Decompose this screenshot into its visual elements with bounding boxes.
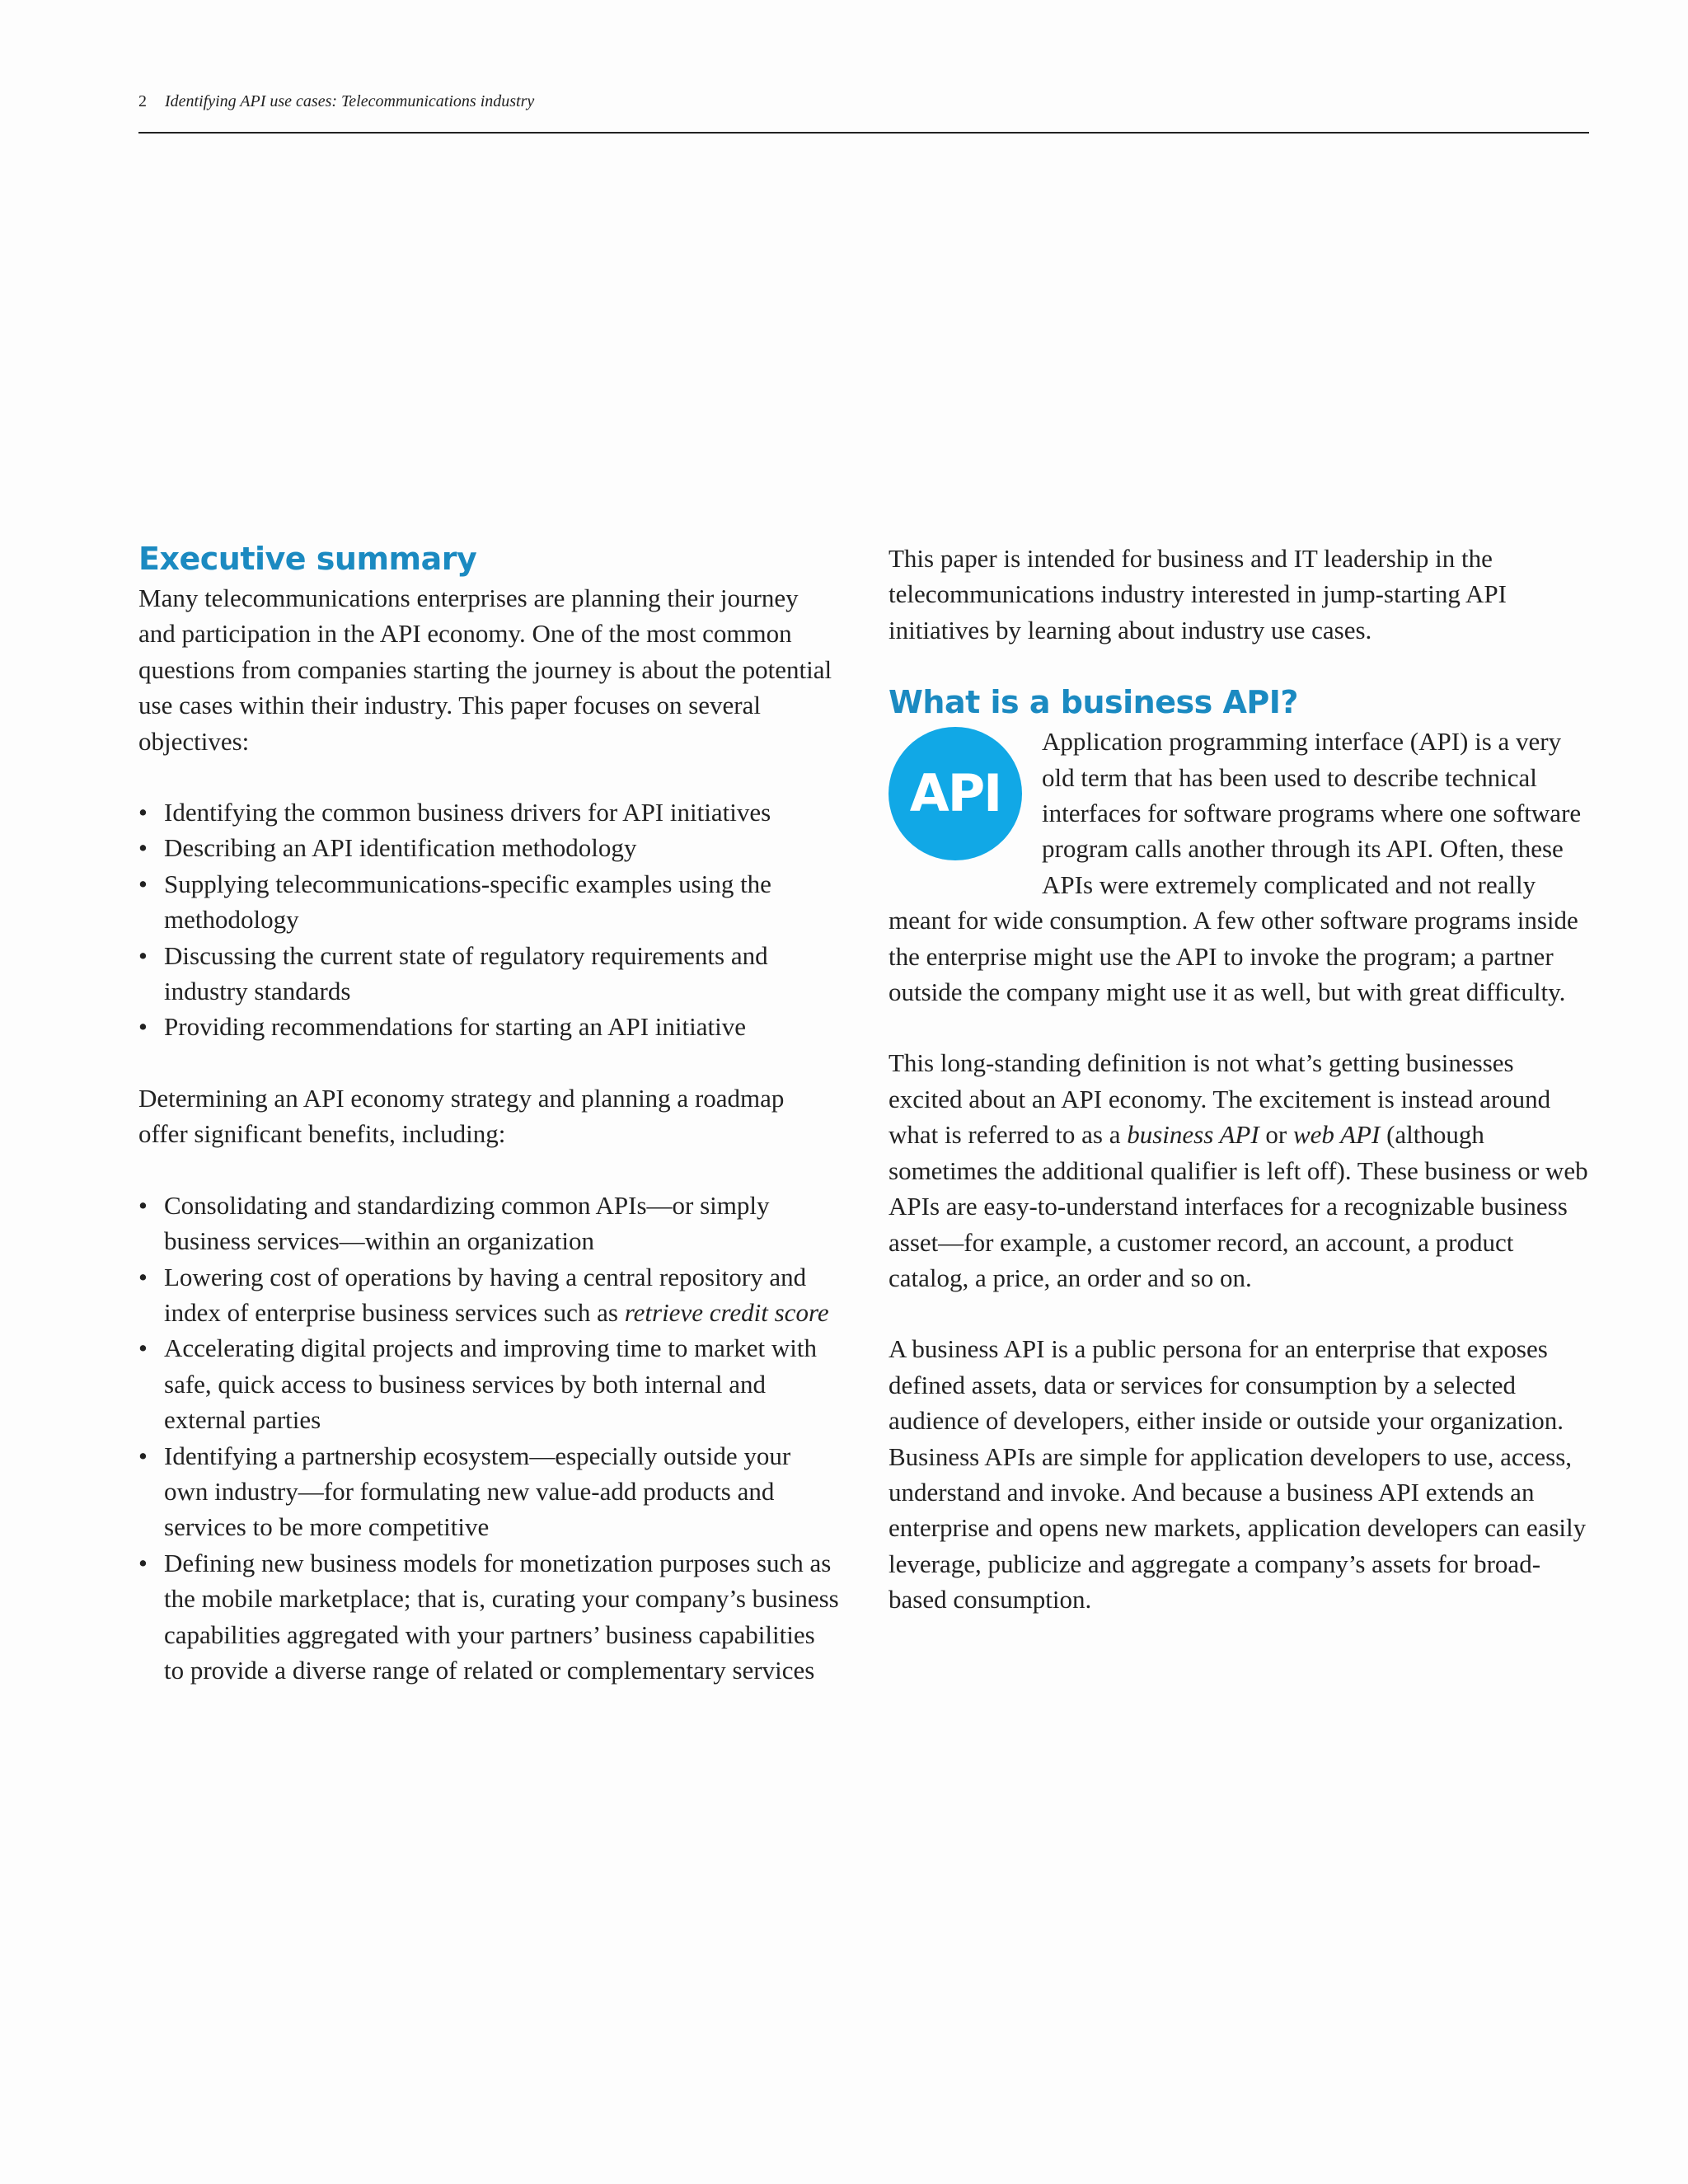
public-persona-paragraph: A business API is a public persona for an enterprise that exposes defined assets, data or services for consumption by a selected audience of developers, either inside or outside your organization. Business APIs are simple for application developers to use, access, understand and invoke. And because a business API extends an enterprise and opens new markets, application developers can easily leverage, publicize and aggregate a company’s assets for broad-based consumption. xyxy=(889,1334,1587,1615)
list-item: • Consolidating and standardizing common APIs—or simply business services—within an organization xyxy=(138,1188,839,1259)
benefits-list xyxy=(138,1188,839,1689)
emphasis: business API xyxy=(1127,1120,1259,1150)
definition-paragraph: Application programming interface (API) is a very old term that has been used to describe technical interfaces for software programs where one software program calls another through its API. Often, these APIs were extremely complicated and not really meant for wide consumption. A few other software programs inside the enterprise might use the API to invoke the program; a partner outside the company might use it as well, but with great difficulty. xyxy=(889,727,1582,1007)
page-number: 2 xyxy=(138,92,147,110)
executive-summary-heading: Executive summary xyxy=(138,541,477,577)
objectives-list xyxy=(138,794,839,1045)
list-item: • Identifying the common business drivers for API initiatives xyxy=(138,794,839,830)
running-header xyxy=(138,92,1589,134)
running-title: Identifying API use cases: Telecommunications industry xyxy=(165,92,535,110)
business-api-heading: What is a business API? xyxy=(889,684,1298,721)
list-item: • Providing recommendations for starting an API initiative xyxy=(138,1009,839,1044)
list-item: • Lowering cost of operations by having a central repository and index of enterprise business services such as retrieve credit score xyxy=(138,1259,839,1331)
list-item: • Supplying telecommunications-specific examples using the methodology xyxy=(138,866,839,938)
left-column xyxy=(138,541,839,1688)
list-item: • Discussing the current state of regulatory requirements and industry standards xyxy=(138,938,839,1010)
benefits-intro-paragraph: Determining an API economy strategy and planning a roadmap offer significant benefits, including: xyxy=(138,1083,785,1149)
right-column xyxy=(889,541,1589,1618)
emphasis: web API xyxy=(1292,1120,1381,1150)
intro-paragraph: Many telecommunications enterprises are planning their journey and participation in the API economy. One of the most common questions from companies starting the journey is about the potential use cases within their industry. This paper focuses on several objectives: xyxy=(138,583,832,756)
list-item: • Defining new business models for monetization purposes such as the mobile marketplace; that is, curating your company’s business capabilities aggregated with your partners’ business capabilities to provide a diverse range of related or complementary services xyxy=(138,1545,839,1689)
audience-paragraph: This paper is intended for business and IT leadership in the telecommunications industry interested in jump-starting API initiatives by learning about industry use cases. xyxy=(889,544,1507,644)
emphasis: retrieve credit score xyxy=(624,1297,829,1327)
list-item: • Identifying a partnership ecosystem—especially outside your own industry—for formulating new value-add products and services to be more competitive xyxy=(138,1438,839,1545)
business-api-paragraph: This long-standing definition is not what’s getting businesses excited about an API economy. The excitement is instead around what is referred to as a business API or web API (although sometimes the additional qualifier is left off). These business or web APIs are easy-to-understand interfaces for a recognizable business asset—for example, a customer record, an account, a product catalog, a price, an order and so on. xyxy=(889,1048,1588,1292)
list-item: • Describing an API identification methodology xyxy=(138,830,839,865)
api-badge-icon: API xyxy=(889,727,1022,860)
list-item: • Accelerating digital projects and improving time to market with safe, quick access to business services by both internal and external parties xyxy=(138,1330,839,1437)
